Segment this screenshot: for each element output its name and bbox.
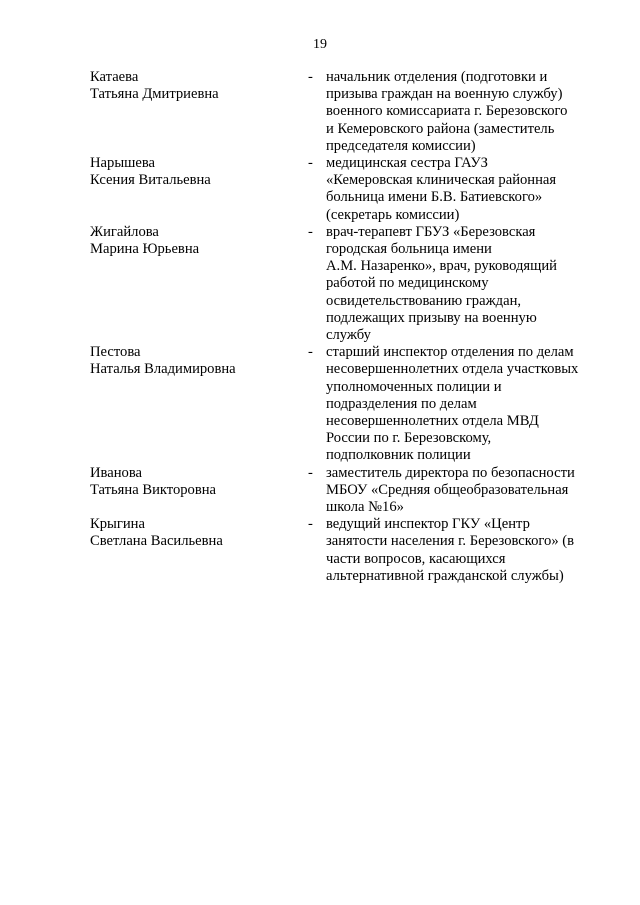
member-given-names: Татьяна Викторовна xyxy=(90,481,217,498)
member-entry-2 xyxy=(90,155,600,224)
separator-dash: - xyxy=(308,516,313,533)
member-position xyxy=(326,465,600,517)
member-name xyxy=(90,344,308,378)
position-line: ведущий инспектор ГКУ «Центр xyxy=(326,516,530,533)
member-entry-5 xyxy=(90,465,600,517)
member-given-names: Наталья Владимировна xyxy=(90,361,236,378)
position-line: начальник отделения (подготовки и xyxy=(326,69,548,85)
position-line: и Кемеровского района (заместитель xyxy=(326,120,555,137)
position-line: «Кемеровская клиническая районная xyxy=(326,172,557,189)
position-line: занятости населения г. Березовского» (в xyxy=(326,533,575,550)
member-entry-6 xyxy=(90,516,600,585)
position-line: части вопросов, касающихся xyxy=(326,550,506,567)
member-surname: Пестова xyxy=(90,344,141,361)
position-line: заместитель директора по безопасности xyxy=(326,464,575,481)
member-position xyxy=(326,155,600,224)
position-line: работой по медицинскому xyxy=(326,275,489,292)
separator-dash: - xyxy=(308,69,313,85)
member-surname: Иванова xyxy=(90,464,142,481)
position-line: старший инспектор отделения по делам xyxy=(326,344,574,361)
member-entry-1 xyxy=(90,69,600,155)
commission-member-list xyxy=(90,69,600,585)
position-line: военного комиссариата г. Березовского xyxy=(326,103,568,120)
member-position xyxy=(326,224,600,344)
position-line: медицинская сестра ГАУЗ xyxy=(326,155,488,172)
member-name xyxy=(90,155,308,189)
separator-dash: - xyxy=(308,464,313,481)
member-given-names: Светлана Васильевна xyxy=(90,533,223,550)
position-line: службу xyxy=(326,327,371,344)
position-line: освидетельствованию граждан, xyxy=(326,292,522,309)
position-line: несовершеннолетних отдела участковых xyxy=(326,361,579,378)
member-position xyxy=(326,516,600,585)
member-position xyxy=(326,344,600,464)
position-line: городская больница имени xyxy=(326,241,492,258)
member-name xyxy=(90,516,308,550)
separator-dash: - xyxy=(308,223,313,240)
member-name xyxy=(90,69,308,103)
position-line: врач-терапевт ГБУЗ «Березовская xyxy=(326,223,536,240)
member-surname: Катаева xyxy=(90,69,139,85)
member-given-names: Марина Юрьевна xyxy=(90,241,200,258)
member-entry-4 xyxy=(90,344,600,464)
member-position xyxy=(326,69,600,155)
member-name xyxy=(90,465,308,499)
position-line: школа №16» xyxy=(326,499,404,516)
member-surname: Жигайлова xyxy=(90,223,159,240)
position-line: призыва граждан на военную службу) xyxy=(326,86,563,103)
position-line: А.М. Назаренко», врач, руководящий xyxy=(326,258,557,275)
member-name xyxy=(90,224,308,258)
position-line: председателя комиссии) xyxy=(326,137,476,154)
position-line: МБОУ «Средняя общеобразовательная xyxy=(326,481,569,498)
position-line: альтернативной гражданской службы) xyxy=(326,567,564,584)
position-line: (секретарь комиссии) xyxy=(326,206,460,223)
member-entry-3 xyxy=(90,224,600,344)
page-number: 19 xyxy=(313,37,327,52)
position-line: России по г. Березовскому, xyxy=(326,430,492,447)
position-line: больница имени Б.В. Батиевского» xyxy=(326,189,543,206)
position-line: несовершеннолетних отдела МВД xyxy=(326,413,539,430)
member-surname: Крыгина xyxy=(90,516,145,533)
position-line: подлежащих призыву на военную xyxy=(326,309,537,326)
member-given-names: Татьяна Дмитриевна xyxy=(90,86,219,103)
position-line: подразделения по делам xyxy=(326,395,477,412)
member-given-names: Ксения Витальевна xyxy=(90,172,211,189)
separator-dash: - xyxy=(308,155,313,172)
separator-dash: - xyxy=(308,344,313,361)
member-surname: Нарышева xyxy=(90,155,156,172)
position-line: уполномоченных полиции и xyxy=(326,378,502,395)
position-line: подполковник полиции xyxy=(326,447,471,464)
